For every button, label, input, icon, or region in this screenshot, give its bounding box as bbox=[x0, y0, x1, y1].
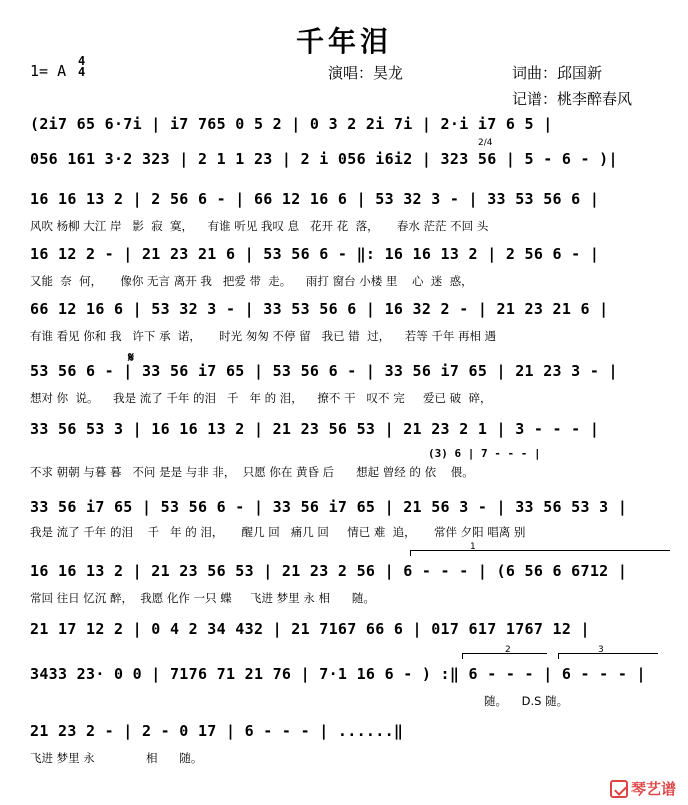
notation-line: 66 12 16 6 | 53 32 3 - | 33 53 56 6 | 16 32 2 - | 21 23 21 6 | bbox=[30, 300, 609, 318]
transcriber-credit: 记谱：桃李醉春风 bbox=[512, 90, 633, 108]
watermark-text: 琴艺谱 bbox=[630, 780, 676, 798]
lyric-line: 我是 流了 千年 的泪 千 年 的 泪， 醒几 回 痛几 回 情已 难 追， 常伴 夕阳 唱离 别 bbox=[30, 525, 526, 539]
volta-bracket-1 bbox=[410, 550, 670, 551]
time-signature-top: 4 bbox=[78, 54, 86, 68]
lyric-line: 飞进 梦里 永 相 随。 bbox=[30, 751, 203, 765]
lyric-line: 有谁 看见 你和 我 许下 承 诺， 时光 匆匆 不停 留 我已 错 过， 若等 千年 再相 遇 bbox=[30, 329, 497, 343]
notation-line: 21 23 2 - | 2 - 0 17 | 6 - - - | ......‖ bbox=[30, 722, 404, 740]
singer-credit: 演唱：昊龙 bbox=[328, 64, 404, 82]
volta-number-3: 3 bbox=[598, 645, 604, 655]
notation-line: 3433 23· 0 0 | 7176 71 21 76 | 7·1 16 6 - ) :‖ 6 - - - | 6 - - - | bbox=[30, 665, 646, 683]
volta-bracket-2-tick bbox=[462, 653, 463, 659]
volta-number-2: 2 bbox=[505, 645, 511, 655]
site-watermark bbox=[610, 778, 676, 799]
lyric-line: 随。 D.S 随。 bbox=[484, 694, 569, 708]
song-title: 千年泪 bbox=[295, 25, 392, 58]
volta-number-1: 1 bbox=[470, 542, 476, 552]
time-signature-bottom: 4 bbox=[78, 65, 86, 79]
volta-bracket-3-tick bbox=[558, 653, 559, 659]
lyric-line: 想对 你 说。 我是 流了 千年 的泪 千 年 的 泪， 撩不 干 叹不 完 爱已 破 碎， bbox=[30, 391, 492, 405]
lyric-line: 不求 朝朝 与暮 暮 不问 是是 与非 非， 只愿 你在 黄昏 后 想起 曾经 的 依 偎。 bbox=[30, 465, 474, 479]
lyric-line: 常回 往日 忆沉 醉， 我愿 化作 一只 蝶 飞进 梦里 永 相 随。 bbox=[30, 591, 375, 605]
notation-line: 16 16 13 2 | 21 23 56 53 | 21 23 2 56 | 6 - - - | (6 56 6 6712 | bbox=[30, 562, 628, 580]
volta-bracket-1-tick bbox=[410, 550, 411, 556]
notation-line: 21 17 12 2 | 0 4 2 34 432 | 21 7167 66 6 | 017 617 1767 12 | bbox=[30, 620, 590, 638]
notation-line: 33 56 i7 65 | 53 56 6 - | 33 56 i7 65 | 21 56 3 - | 33 56 53 3 | bbox=[30, 498, 628, 516]
music-logo-icon bbox=[610, 780, 628, 798]
lyricist-composer-credit: 词曲：邱国新 bbox=[512, 64, 603, 82]
time-signature bbox=[78, 56, 85, 78]
notation-line: 16 16 13 2 | 2 56 6 - | 66 12 16 6 | 53 32 3 - | 33 53 56 6 | bbox=[30, 190, 600, 208]
lyric-line: 又能 奈 何， 像你 无言 离开 我 把爱 带 走。 雨打 窗台 小楼 里 心 迷 惑， bbox=[30, 274, 473, 288]
notation-line: 16 12 2 - | 21 23 21 6 | 53 56 6 - ‖: 16 16 13 2 | 2 56 6 - | bbox=[30, 245, 600, 263]
notation-line: (2i7 65 6·7i | i7 765 0 5 2 | 0 3 2 2i 7i | 2·i i7 6 5 | bbox=[30, 115, 553, 133]
notation-line: 056 161 3·2 323 | 2 1 1 23 | 2 i 056 i6i2 | 323 56 | 5 - 6 - )| bbox=[30, 150, 618, 168]
notation-line: 33 56 53 3 | 16 16 13 2 | 21 23 56 53 | 21 23 2 1 | 3 - - - | bbox=[30, 420, 600, 438]
key-signature: 1= A bbox=[30, 62, 67, 80]
lyric-line: 风吹 杨柳 大江 岸 影 寂 寞， 有谁 听见 我叹 息 花开 花 落， 春水 茫茫 不回 头 bbox=[30, 219, 489, 233]
segno-sign: 𝄋 bbox=[128, 350, 135, 366]
alternate-notation: (3) 6 | 7 - - - | bbox=[428, 447, 541, 460]
volta-bracket-3 bbox=[558, 653, 658, 654]
meter-change: 2/4 bbox=[478, 138, 493, 148]
notation-line: 53 56 6 - | 33 56 i7 65 | 53 56 6 - | 33 56 i7 65 | 21 23 3 - | bbox=[30, 362, 618, 380]
